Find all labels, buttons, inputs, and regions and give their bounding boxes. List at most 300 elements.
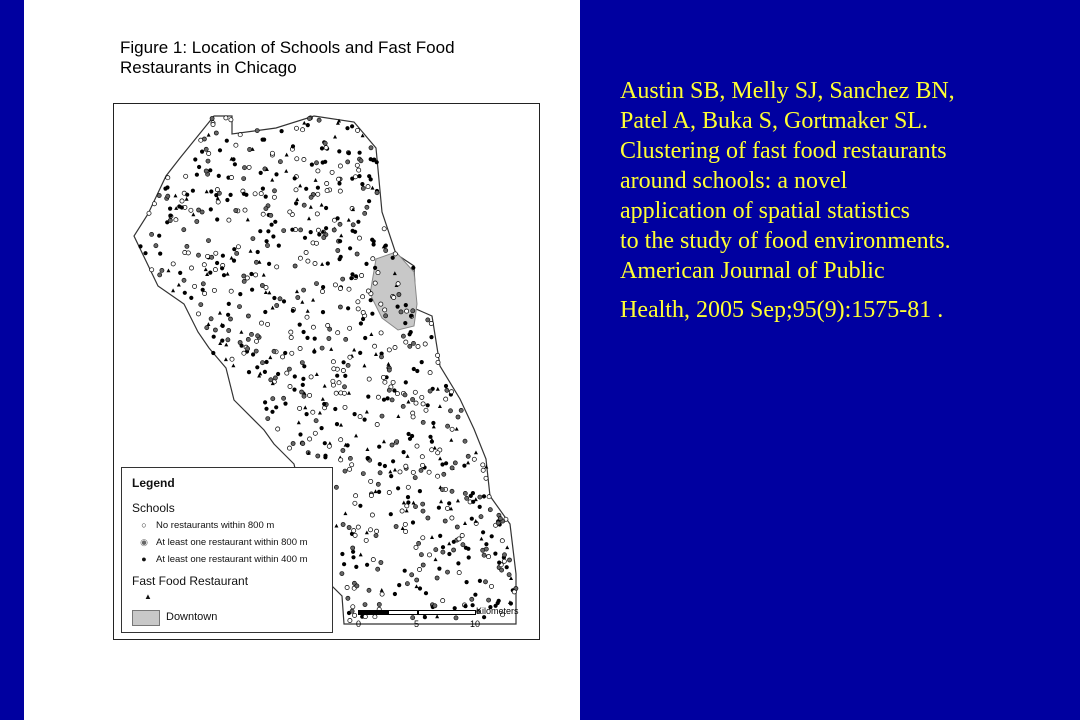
school-no-restaurant-marker xyxy=(436,360,440,364)
school-800m-marker xyxy=(269,213,273,217)
legend-schools-heading: Schools xyxy=(132,501,175,515)
school-no-restaurant-marker xyxy=(308,393,312,397)
school-no-restaurant-marker xyxy=(393,252,397,256)
school-no-restaurant-marker xyxy=(450,427,454,431)
school-no-restaurant-marker xyxy=(350,463,354,467)
school-800m-marker xyxy=(344,337,348,341)
school-no-restaurant-marker xyxy=(413,390,417,394)
school-no-restaurant-marker xyxy=(481,463,485,467)
school-800m-marker xyxy=(242,177,246,181)
school-400m-marker xyxy=(298,432,302,436)
figure-title-line-1: Figure 1: Location of Schools and Fast Food xyxy=(120,38,455,57)
school-400m-marker xyxy=(263,310,267,314)
school-800m-marker xyxy=(340,572,344,576)
school-no-restaurant-marker xyxy=(311,410,315,414)
school-400m-marker xyxy=(389,474,393,478)
school-no-restaurant-marker xyxy=(355,163,359,167)
school-400m-marker xyxy=(195,173,199,177)
school-400m-marker xyxy=(411,520,415,524)
school-800m-marker xyxy=(291,441,295,445)
school-400m-marker xyxy=(360,182,364,186)
school-no-restaurant-marker xyxy=(331,379,335,383)
school-800m-marker xyxy=(411,309,415,313)
school-no-restaurant-marker xyxy=(298,256,302,260)
school-800m-marker xyxy=(394,524,398,528)
school-800m-marker xyxy=(445,388,449,392)
left-border xyxy=(0,0,24,720)
school-400m-marker xyxy=(208,168,212,172)
school-400m-marker xyxy=(220,339,224,343)
school-no-restaurant-marker xyxy=(441,599,445,603)
school-no-restaurant-marker xyxy=(361,295,365,299)
school-no-restaurant-marker xyxy=(370,513,374,517)
school-400m-marker xyxy=(505,565,509,569)
school-400m-marker xyxy=(250,288,254,292)
school-800m-marker xyxy=(453,461,457,465)
school-400m-marker xyxy=(225,139,229,143)
school-no-restaurant-marker xyxy=(320,289,324,293)
school-400m-marker xyxy=(322,402,326,406)
school-800m-marker xyxy=(403,393,407,397)
school-no-restaurant-marker xyxy=(207,151,211,155)
school-400m-marker xyxy=(291,144,295,148)
school-no-restaurant-marker xyxy=(391,380,395,384)
school-no-restaurant-marker xyxy=(298,406,302,410)
school-no-restaurant-marker xyxy=(396,282,400,286)
school-no-restaurant-marker xyxy=(309,375,313,379)
school-no-restaurant-marker xyxy=(414,545,418,549)
school-800m-marker xyxy=(481,548,485,552)
school-no-restaurant-marker xyxy=(348,355,352,359)
school-no-restaurant-marker xyxy=(295,157,299,161)
school-400m-marker xyxy=(209,189,213,193)
gray-circle-icon: ◉ xyxy=(140,537,148,547)
school-no-restaurant-marker xyxy=(316,192,320,196)
school-no-restaurant-marker xyxy=(375,422,379,426)
school-800m-marker xyxy=(369,146,373,150)
school-800m-marker xyxy=(421,502,425,506)
school-800m-marker xyxy=(507,558,511,562)
school-400m-marker xyxy=(377,490,381,494)
figure-title-line-2: Restaurants in Chicago xyxy=(120,58,297,77)
school-800m-marker xyxy=(498,516,502,520)
school-no-restaurant-marker xyxy=(270,151,274,155)
school-no-restaurant-marker xyxy=(357,168,361,172)
school-no-restaurant-marker xyxy=(450,516,454,520)
school-no-restaurant-marker xyxy=(512,590,516,594)
school-no-restaurant-marker xyxy=(314,241,318,245)
school-no-restaurant-marker xyxy=(364,538,368,542)
school-400m-marker xyxy=(293,374,297,378)
school-800m-marker xyxy=(182,228,186,232)
school-no-restaurant-marker xyxy=(288,384,292,388)
school-400m-marker xyxy=(357,174,361,178)
school-400m-marker xyxy=(264,407,268,411)
school-400m-marker xyxy=(326,261,330,265)
school-800m-marker xyxy=(470,597,474,601)
school-400m-marker xyxy=(301,377,305,381)
school-no-restaurant-marker xyxy=(371,558,375,562)
school-no-restaurant-marker xyxy=(379,331,383,335)
school-400m-marker xyxy=(306,123,310,127)
school-no-restaurant-marker xyxy=(387,490,391,494)
school-800m-marker xyxy=(332,228,336,232)
school-no-restaurant-marker xyxy=(275,265,279,269)
school-no-restaurant-marker xyxy=(353,175,357,179)
school-no-restaurant-marker xyxy=(487,495,491,499)
school-800m-marker xyxy=(213,328,217,332)
school-800m-marker xyxy=(378,471,382,475)
school-no-restaurant-marker xyxy=(186,251,190,255)
school-no-restaurant-marker xyxy=(411,415,415,419)
school-400m-marker xyxy=(403,569,407,573)
school-800m-marker xyxy=(417,541,421,545)
school-400m-marker xyxy=(370,312,374,316)
school-400m-marker xyxy=(377,445,381,449)
school-800m-marker xyxy=(314,419,318,423)
school-400m-marker xyxy=(240,344,244,348)
school-800m-marker xyxy=(479,515,483,519)
school-800m-marker xyxy=(465,496,469,500)
school-800m-marker xyxy=(309,195,313,199)
school-400m-marker xyxy=(509,601,513,605)
school-no-restaurant-marker xyxy=(368,528,372,532)
school-800m-marker xyxy=(463,439,467,443)
school-400m-marker xyxy=(227,302,231,306)
school-400m-marker xyxy=(320,146,324,150)
school-no-restaurant-marker xyxy=(234,143,238,147)
school-no-restaurant-marker xyxy=(288,210,292,214)
school-800m-marker xyxy=(405,582,409,586)
school-no-restaurant-marker xyxy=(436,451,440,455)
school-800m-marker xyxy=(266,417,270,421)
school-400m-marker xyxy=(437,567,441,571)
school-800m-marker xyxy=(384,248,388,252)
school-400m-marker xyxy=(261,138,265,142)
school-no-restaurant-marker xyxy=(345,585,349,589)
school-no-restaurant-marker xyxy=(174,218,178,222)
school-400m-marker xyxy=(429,335,433,339)
school-400m-marker xyxy=(168,207,172,211)
citation-line: Health, 2005 Sep;95(9):1575-81 . xyxy=(620,297,944,323)
school-400m-marker xyxy=(212,335,216,339)
school-800m-marker xyxy=(434,548,438,552)
school-800m-marker xyxy=(282,396,286,400)
school-no-restaurant-marker xyxy=(338,164,342,168)
school-400m-marker xyxy=(323,441,327,445)
school-400m-marker xyxy=(342,360,346,364)
citation-line: Clustering of fast food restaurants xyxy=(620,138,947,164)
school-no-restaurant-marker xyxy=(324,146,328,150)
school-400m-marker xyxy=(407,432,411,436)
school-800m-marker xyxy=(316,454,320,458)
school-no-restaurant-marker xyxy=(242,351,246,355)
school-800m-marker xyxy=(346,596,350,600)
school-800m-marker xyxy=(455,525,459,529)
school-800m-marker xyxy=(448,409,452,413)
school-800m-marker xyxy=(301,442,305,446)
school-800m-marker xyxy=(228,317,232,321)
school-no-restaurant-marker xyxy=(406,485,410,489)
school-800m-marker xyxy=(300,390,304,394)
school-800m-marker xyxy=(256,334,260,338)
school-800m-marker xyxy=(440,488,444,492)
school-800m-marker xyxy=(168,218,172,222)
school-no-restaurant-marker xyxy=(289,330,293,334)
school-400m-marker xyxy=(350,124,354,128)
school-400m-marker xyxy=(353,412,357,416)
school-no-restaurant-marker xyxy=(213,268,217,272)
school-400m-marker xyxy=(222,273,226,277)
school-400m-marker xyxy=(493,552,497,556)
school-no-restaurant-marker xyxy=(404,464,408,468)
school-no-restaurant-marker xyxy=(302,157,306,161)
school-no-restaurant-marker xyxy=(311,325,315,329)
school-no-restaurant-marker xyxy=(247,165,251,169)
school-no-restaurant-marker xyxy=(332,367,336,371)
school-no-restaurant-marker xyxy=(189,208,193,212)
school-no-restaurant-marker xyxy=(369,479,373,483)
school-no-restaurant-marker xyxy=(339,438,343,442)
school-800m-marker xyxy=(204,147,208,151)
school-800m-marker xyxy=(150,232,154,236)
school-800m-marker xyxy=(272,189,276,193)
school-800m-marker xyxy=(210,116,214,120)
school-800m-marker xyxy=(302,203,306,207)
school-800m-marker xyxy=(273,376,277,380)
citation-line: application of spatial statistics xyxy=(620,198,910,224)
school-400m-marker xyxy=(302,330,306,334)
citation-line: around schools: a novel xyxy=(620,168,848,194)
school-400m-marker xyxy=(350,272,354,276)
school-400m-marker xyxy=(369,298,373,302)
school-no-restaurant-marker xyxy=(348,618,352,622)
school-800m-marker xyxy=(348,456,352,460)
school-no-restaurant-marker xyxy=(180,199,184,203)
school-no-restaurant-marker xyxy=(382,227,386,231)
school-no-restaurant-marker xyxy=(313,431,317,435)
school-400m-marker xyxy=(406,500,410,504)
school-no-restaurant-marker xyxy=(333,283,337,287)
school-800m-marker xyxy=(411,341,415,345)
citation-line: American Journal of Public xyxy=(620,258,885,284)
school-400m-marker xyxy=(467,555,471,559)
school-400m-marker xyxy=(259,171,263,175)
school-800m-marker xyxy=(461,543,465,547)
school-400m-marker xyxy=(366,395,370,399)
school-no-restaurant-marker xyxy=(449,390,453,394)
school-800m-marker xyxy=(401,404,405,408)
school-400m-marker xyxy=(225,198,229,202)
school-400m-marker xyxy=(263,370,267,374)
school-no-restaurant-marker xyxy=(212,288,216,292)
school-400m-marker xyxy=(270,410,274,414)
school-400m-marker xyxy=(180,205,184,209)
school-400m-marker xyxy=(358,151,362,155)
school-800m-marker xyxy=(282,229,286,233)
school-800m-marker xyxy=(327,336,331,340)
school-no-restaurant-marker xyxy=(460,533,464,537)
school-no-restaurant-marker xyxy=(398,470,402,474)
school-no-restaurant-marker xyxy=(424,408,428,412)
downtown-swatch xyxy=(132,610,160,626)
school-800m-marker xyxy=(302,394,306,398)
school-400m-marker xyxy=(277,244,281,248)
school-400m-marker xyxy=(402,450,406,454)
school-no-restaurant-marker xyxy=(253,192,257,196)
citation xyxy=(620,76,1070,325)
school-800m-marker xyxy=(387,388,391,392)
school-no-restaurant-marker xyxy=(403,522,407,526)
school-no-restaurant-marker xyxy=(238,133,242,137)
school-800m-marker xyxy=(205,326,209,330)
school-400m-marker xyxy=(456,561,460,565)
school-no-restaurant-marker xyxy=(230,357,234,361)
school-400m-marker xyxy=(323,455,327,459)
school-800m-marker xyxy=(260,361,264,365)
school-400m-marker xyxy=(294,201,298,205)
school-no-restaurant-marker xyxy=(379,302,383,306)
school-no-restaurant-marker xyxy=(325,181,329,185)
school-400m-marker xyxy=(383,464,387,468)
school-400m-marker xyxy=(302,364,306,368)
school-no-restaurant-marker xyxy=(334,391,338,395)
school-800m-marker xyxy=(397,292,401,296)
school-400m-marker xyxy=(215,217,219,221)
school-no-restaurant-marker xyxy=(352,529,356,533)
school-800m-marker xyxy=(293,264,297,268)
school-400m-marker xyxy=(261,187,265,191)
school-400m-marker xyxy=(369,177,373,181)
school-400m-marker xyxy=(340,552,344,556)
school-no-restaurant-marker xyxy=(272,195,276,199)
school-no-restaurant-marker xyxy=(387,348,391,352)
school-400m-marker xyxy=(238,292,242,296)
school-800m-marker xyxy=(445,570,449,574)
school-800m-marker xyxy=(496,521,500,525)
school-400m-marker xyxy=(256,250,260,254)
school-800m-marker xyxy=(341,277,345,281)
school-800m-marker xyxy=(235,251,239,255)
school-400m-marker xyxy=(226,313,230,317)
school-400m-marker xyxy=(370,238,374,242)
school-no-restaurant-marker xyxy=(356,128,360,132)
school-400m-marker xyxy=(280,129,284,133)
school-400m-marker xyxy=(183,291,187,295)
school-400m-marker xyxy=(412,367,416,371)
school-400m-marker xyxy=(338,257,342,261)
school-no-restaurant-marker xyxy=(227,218,231,222)
school-400m-marker xyxy=(276,372,280,376)
school-400m-marker xyxy=(372,242,376,246)
school-800m-marker xyxy=(395,440,399,444)
school-400m-marker xyxy=(211,351,215,355)
school-400m-marker xyxy=(242,192,246,196)
black-circle-icon: ● xyxy=(141,554,147,564)
school-400m-marker xyxy=(303,236,307,240)
school-800m-marker xyxy=(507,573,511,577)
school-400m-marker xyxy=(333,407,337,411)
school-800m-marker xyxy=(459,408,463,412)
school-no-restaurant-marker xyxy=(423,342,427,346)
school-800m-marker xyxy=(359,159,363,163)
school-no-restaurant-marker xyxy=(243,208,247,212)
school-no-restaurant-marker xyxy=(415,444,419,448)
citation-line: to the study of food environments. xyxy=(620,228,951,254)
school-800m-marker xyxy=(265,243,269,247)
school-no-restaurant-marker xyxy=(404,340,408,344)
school-400m-marker xyxy=(157,234,161,238)
school-no-restaurant-marker xyxy=(184,174,188,178)
school-no-restaurant-marker xyxy=(356,307,360,311)
school-400m-marker xyxy=(193,157,197,161)
school-800m-marker xyxy=(246,347,250,351)
school-400m-marker xyxy=(478,505,482,509)
school-800m-marker xyxy=(320,346,324,350)
school-400m-marker xyxy=(389,512,393,516)
school-no-restaurant-marker xyxy=(342,391,346,395)
school-400m-marker xyxy=(209,207,213,211)
school-400m-marker xyxy=(373,266,377,270)
school-400m-marker xyxy=(305,412,309,416)
school-800m-marker xyxy=(500,568,504,572)
school-no-restaurant-marker xyxy=(298,346,302,350)
school-400m-marker xyxy=(309,230,313,234)
school-no-restaurant-marker xyxy=(305,315,309,319)
school-400m-marker xyxy=(365,563,369,567)
school-800m-marker xyxy=(272,349,276,353)
school-no-restaurant-marker xyxy=(400,509,404,513)
school-400m-marker xyxy=(337,181,341,185)
school-800m-marker xyxy=(502,553,506,557)
school-400m-marker xyxy=(469,494,473,498)
school-no-restaurant-marker xyxy=(357,236,361,240)
school-no-restaurant-marker xyxy=(414,401,418,405)
school-400m-marker xyxy=(249,272,253,276)
school-no-restaurant-marker xyxy=(360,273,364,277)
school-400m-marker xyxy=(264,195,268,199)
school-no-restaurant-marker xyxy=(301,128,305,132)
school-400m-marker xyxy=(371,158,375,162)
school-800m-marker xyxy=(452,548,456,552)
school-400m-marker xyxy=(447,552,451,556)
school-800m-marker xyxy=(374,534,378,538)
school-no-restaurant-marker xyxy=(457,571,461,575)
school-no-restaurant-marker xyxy=(193,284,197,288)
school-no-restaurant-marker xyxy=(356,300,360,304)
school-400m-marker xyxy=(304,187,308,191)
school-800m-marker xyxy=(202,137,206,141)
school-400m-marker xyxy=(337,149,341,153)
legend-downtown-label: Downtown xyxy=(166,611,218,623)
school-no-restaurant-marker xyxy=(421,536,425,540)
school-800m-marker xyxy=(466,454,470,458)
school-800m-marker xyxy=(314,282,318,286)
school-no-restaurant-marker xyxy=(417,567,421,571)
school-400m-marker xyxy=(354,565,358,569)
school-800m-marker xyxy=(351,223,355,227)
school-800m-marker xyxy=(278,297,282,301)
school-no-restaurant-marker xyxy=(392,295,396,299)
school-400m-marker xyxy=(418,586,422,590)
school-no-restaurant-marker xyxy=(436,353,440,357)
school-no-restaurant-marker xyxy=(171,262,175,266)
school-400m-marker xyxy=(310,163,314,167)
school-800m-marker xyxy=(482,553,486,557)
legend-fast-food-heading: Fast Food Restaurant xyxy=(132,574,249,588)
school-400m-marker xyxy=(473,593,477,597)
school-800m-marker xyxy=(299,228,303,232)
